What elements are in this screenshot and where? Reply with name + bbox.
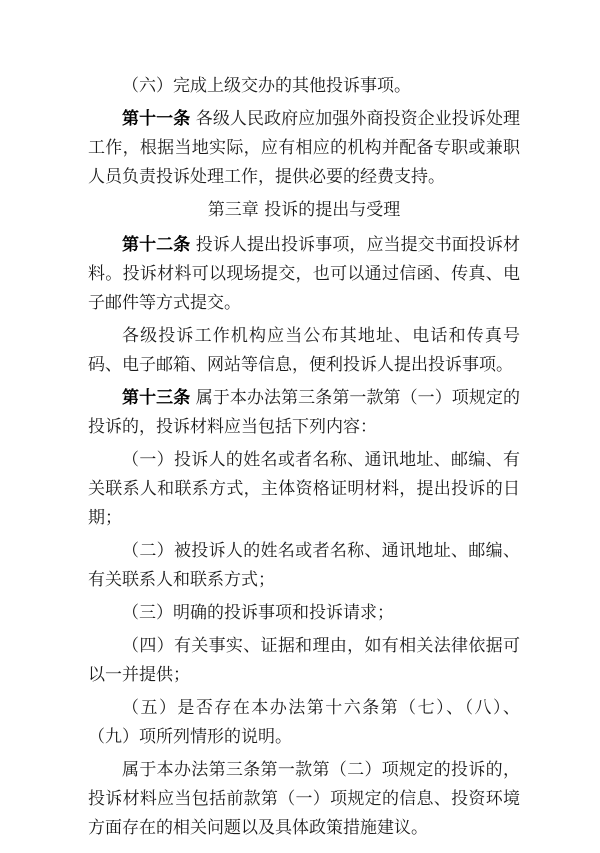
document-body (88, 72, 520, 847)
list-item-3 (88, 599, 520, 628)
paragraph-text: 各级投诉工作机构应当公布其地址、电话和传真号码、电子邮箱、网站等信息，便利投诉人提出投诉事项。 (88, 326, 520, 375)
paragraph-contact-info (88, 322, 520, 380)
article-text: 属于本办法第三条第一款第（一）项规定的投诉的，投诉材料应当包括下列内容： (88, 388, 521, 437)
article-13 (88, 384, 520, 442)
paragraph-item-6 (88, 72, 520, 101)
chapter-title: 第三章 投诉的提出与受理 (207, 200, 401, 220)
list-item-4 (88, 632, 520, 690)
list-item-5 (88, 694, 520, 752)
article-label: 第十一条 (122, 109, 191, 129)
list-item-text: （二）被投诉人的姓名或者名称、通讯地址、邮编、有关联系人和联系方式； (88, 541, 520, 590)
chapter-heading (88, 196, 520, 225)
list-item-text: （五）是否存在本办法第十六条第（七）、（八）、（九）项所列情形的说明。 (88, 698, 520, 747)
paragraph-text: 属于本办法第三条第一款第（二）项规定的投诉的，投诉材料应当包括前款第（一）项规定的信息、投资环境方面存在的相关问题以及具体政策措施建议。 (88, 760, 520, 838)
paragraph-text: （六）完成上级交办的其他投诉事项。 (122, 76, 411, 96)
article-label: 第十二条 (122, 235, 191, 255)
list-item-1 (88, 446, 520, 533)
list-item-text: （三）明确的投诉事项和投诉请求； (122, 603, 394, 623)
article-text: 各级人民政府应加强外商投资企业投诉处理工作，根据当地实际，应有相应的机构并配备专职或兼职人员负责投诉处理工作，提供必要的经费支持。 (88, 109, 521, 187)
list-item-text: （一）投诉人的姓名或者名称、通讯地址、邮编、有关联系人和联系方式，主体资格证明材料，提出投诉的日期； (88, 450, 520, 528)
list-item-text: （四）有关事实、证据和理由，如有相关法律依据可以一并提供； (88, 636, 520, 685)
article-11 (88, 105, 520, 192)
article-12 (88, 231, 520, 318)
article-text: 投诉人提出投诉事项，应当提交书面投诉材料。投诉材料可以现场提交，也可以通过信函、传真、电子邮件等方式提交。 (88, 235, 521, 313)
paragraph-closing (88, 756, 520, 843)
list-item-2 (88, 537, 520, 595)
article-label: 第十三条 (122, 388, 191, 408)
